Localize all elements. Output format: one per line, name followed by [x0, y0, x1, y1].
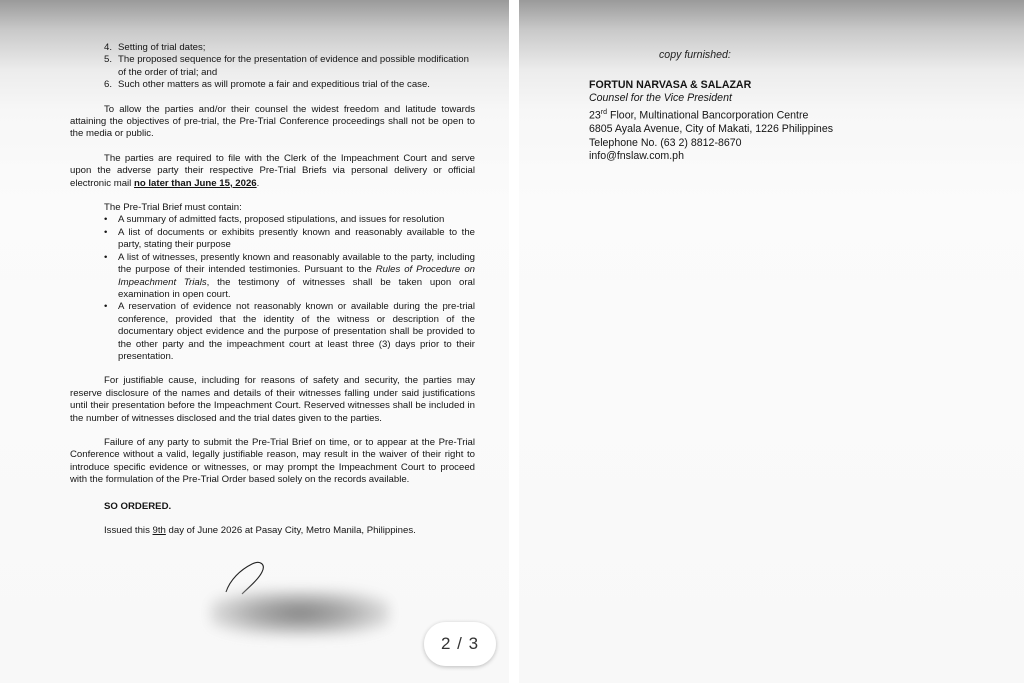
- address-line-2: 6805 Ayala Avenue, City of Makati, 1226 Philippines: [589, 122, 834, 135]
- list-item: • A list of witnesses, presently known and reasonably available to the party, including the purpose of their intended testimonies. Pursuant to the Rules of Procedure on Impeachment Trials, the testimony of witnesses shall be taken upon oral examination in open court.: [104, 251, 475, 300]
- deadline-date: no later than June 15, 2026: [133, 177, 257, 189]
- order-text: [70, 42, 475, 537]
- so-ordered-heading: SO ORDERED.: [104, 500, 172, 512]
- address-line-1: 23rd Floor, Multinational Bancorporation Centre: [589, 108, 809, 122]
- page-indicator[interactable]: 2 / 3: [424, 622, 496, 666]
- brief-contents-intro: The Pre-Trial Brief must contain:: [104, 202, 242, 214]
- list-item: • A reservation of evidence not reasonably known or available during the pre-trial conference, provided that the identity of the witness or description of the documentary object evidence and the purpose of presentation shall be provided to the other party and the impeachment court at least three (3) days prior to their presentation.: [104, 301, 475, 362]
- list-item: • A list of documents or exhibits presently known and reasonably available to the party, stating their purpose: [104, 226, 475, 251]
- copy-furnished-block: [589, 49, 1009, 164]
- firm-name: FORTUN NARVASA & SALAZAR: [589, 78, 752, 91]
- document-page-right: [519, 0, 1024, 683]
- paragraph-reserved-witnesses: For justifiable cause, including for reasons of safety and security, the parties may reserve disclosure of the names and details of their witnesses falling under said justifications until their presentation before the Impeachment Court. Reserved witnesses shall be included in the number of witnesses disclosed and the trial dates given to the parties.: [70, 375, 475, 424]
- paragraph-filing-deadline: The parties are required to file with the Clerk of the Impeachment Court and serve upon the adverse party their respective Pre-Trial Briefs via personal delivery or official electronic mail no later than June 15, 2026.: [70, 152, 475, 189]
- list-item: 6. Such other matters as will promote a fair and expeditious trial of the case.: [104, 79, 430, 91]
- list-item: 4. Setting of trial dates;: [104, 42, 206, 53]
- brief-contents-list: [104, 214, 475, 363]
- list-item: • A summary of admitted facts, proposed stipulations, and issues for resolution: [104, 214, 445, 226]
- numbered-list: [104, 42, 475, 92]
- copy-furnished-label: copy furnished:: [659, 49, 731, 61]
- page-divider: [509, 0, 519, 683]
- paragraph-media-closure: To allow the parties and/or their counsel the widest freedom and latitude towards attaining the objectives of pre-trial, the Pre-Trial Conference proceedings shall not be open to the media or public.: [70, 103, 475, 140]
- redacted-signature: [210, 590, 390, 636]
- paragraph-failure-consequence: Failure of any party to submit the Pre-Trial Brief on time, or to appear at the Pre-Trial Conference without a valid, legally justifiable reason, may result in the waiver of their right to introduce specific evidence or witnesses, or may prompt the Impeachment Court to proceed with the formulation of the Pre-Trial Order based solely on the records available.: [70, 436, 475, 486]
- list-item: 5. The proposed sequence for the presentation of evidence and possible modification of the order of trial; and: [104, 54, 469, 78]
- issued-day: 9th: [152, 525, 166, 536]
- issuance-line: Issued this 9th day of June 2026 at Pasay City, Metro Manila, Philippines.: [104, 525, 416, 536]
- document-page-left: [0, 0, 509, 683]
- counsel-role: Counsel for the Vice President: [589, 92, 732, 105]
- telephone-line: Telephone No. (63 2) 8812-8670: [589, 136, 742, 149]
- email-line: info@fnslaw.com.ph: [589, 150, 684, 163]
